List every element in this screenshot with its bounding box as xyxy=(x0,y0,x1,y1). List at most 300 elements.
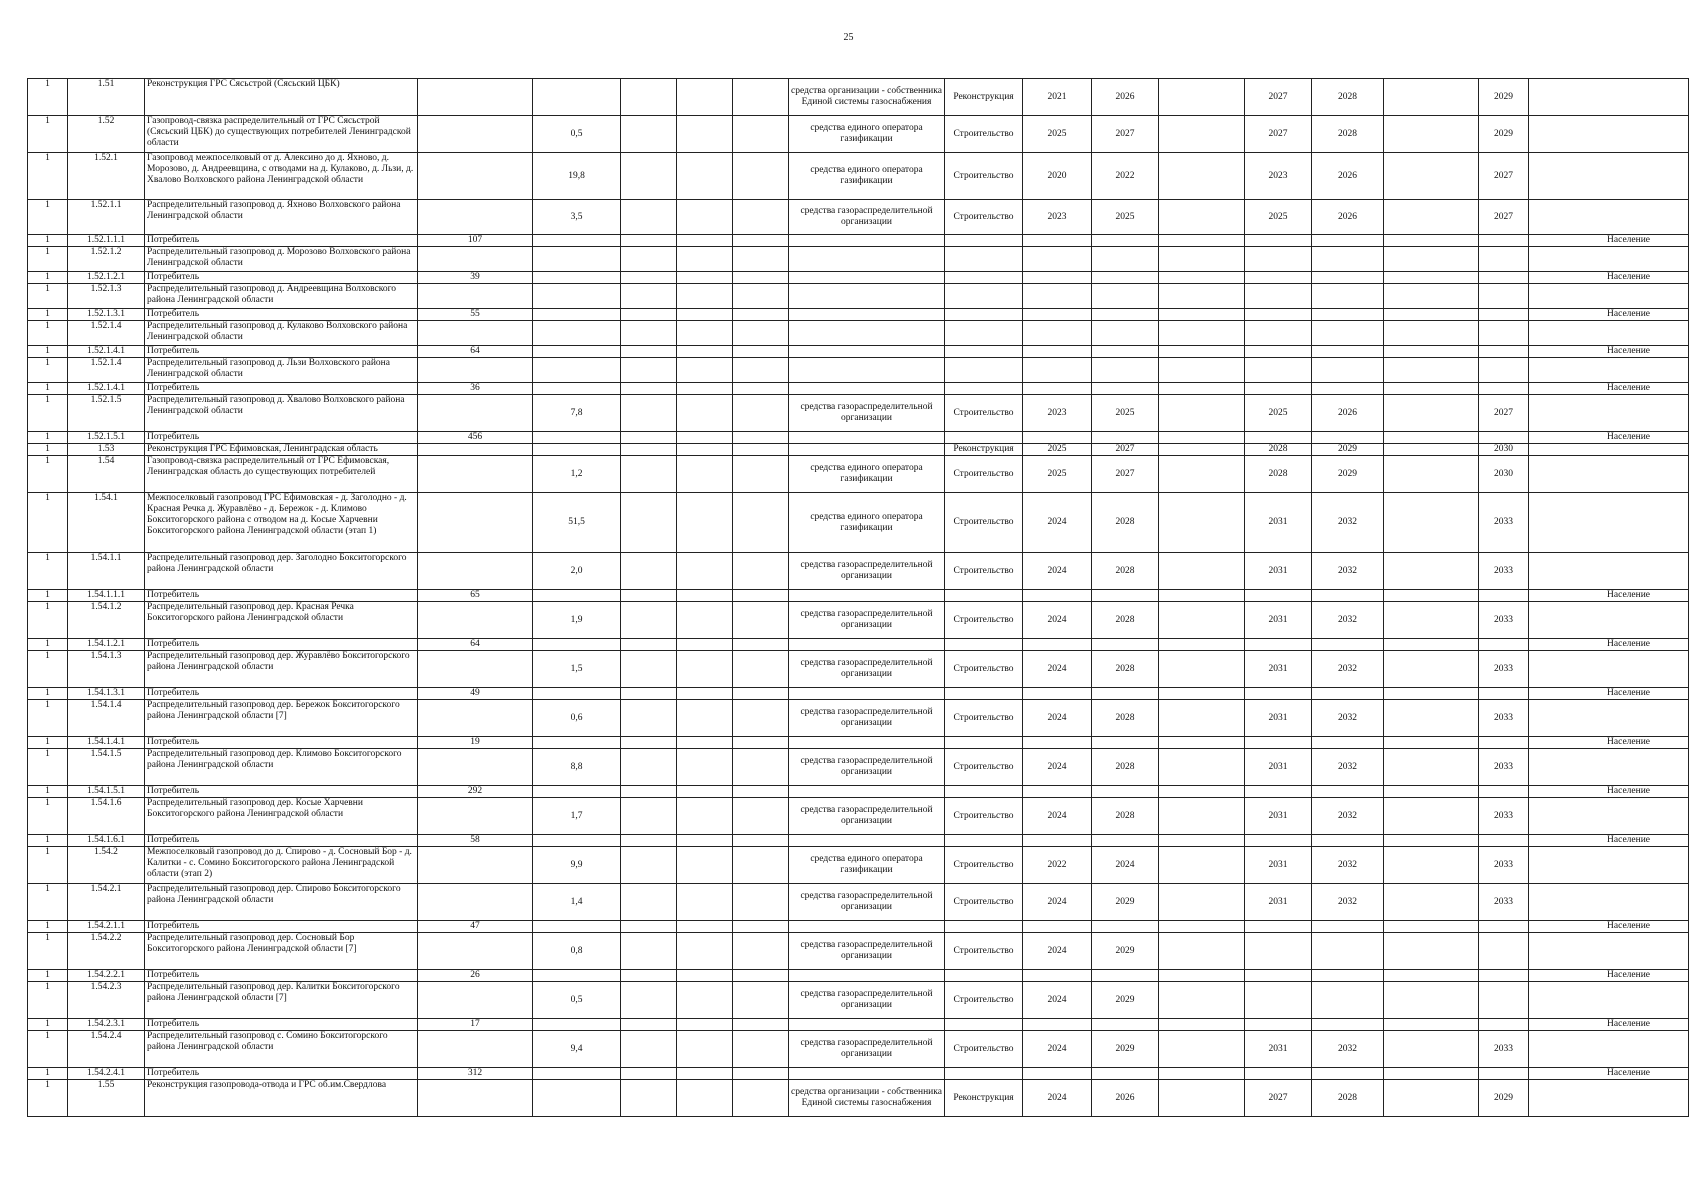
work-type-cell: Строительство xyxy=(945,884,1023,921)
empty-cell xyxy=(1312,1068,1384,1080)
funding-source-cell: средства единого оператора газификации xyxy=(789,847,945,884)
consumers-cell xyxy=(418,553,533,590)
level-cell: 1 xyxy=(28,847,68,884)
consumers-cell: 65 xyxy=(418,590,533,602)
year-cell: 2032 xyxy=(1312,847,1384,884)
year-cell: 2033 xyxy=(1479,749,1529,786)
year-cell: 2025 xyxy=(1245,200,1312,235)
consumer-row xyxy=(28,272,1689,284)
population-cell: Население xyxy=(1529,786,1689,798)
empty-cell xyxy=(533,737,621,749)
consumers-cell xyxy=(418,651,533,688)
empty-cell xyxy=(789,737,945,749)
empty-cell xyxy=(1159,921,1245,933)
year-cell: 2032 xyxy=(1312,553,1384,590)
name-cell: Потребитель xyxy=(145,688,418,700)
empty-cell xyxy=(621,321,677,346)
year-cell xyxy=(1312,321,1384,346)
empty-cell xyxy=(677,553,733,590)
consumers-cell xyxy=(418,116,533,153)
empty-cell xyxy=(1384,272,1479,284)
empty-cell xyxy=(621,933,677,970)
level-cell: 1 xyxy=(28,700,68,737)
empty-cell xyxy=(1092,970,1159,982)
empty-cell xyxy=(533,921,621,933)
empty-cell xyxy=(1384,493,1479,553)
empty-cell xyxy=(1159,358,1245,383)
empty-cell xyxy=(621,116,677,153)
year-end-cell: 2027 xyxy=(1092,444,1159,456)
population-cell: Население xyxy=(1529,835,1689,847)
empty-cell xyxy=(1312,590,1384,602)
empty-cell xyxy=(1384,602,1479,639)
empty-cell xyxy=(1384,847,1479,884)
year-end-cell: 2024 xyxy=(1092,847,1159,884)
year-cell: 2031 xyxy=(1245,493,1312,553)
year-cell: 2028 xyxy=(1312,116,1384,153)
empty-cell xyxy=(789,970,945,982)
year-end-cell: 2028 xyxy=(1092,493,1159,553)
empty-cell xyxy=(677,493,733,553)
length-cell: 1,4 xyxy=(533,884,621,921)
empty-cell xyxy=(1384,590,1479,602)
work-type-cell: Строительство xyxy=(945,798,1023,835)
code-cell: 1.54.2.1 xyxy=(68,884,145,921)
funding-source-cell xyxy=(789,321,945,346)
work-type-cell: Строительство xyxy=(945,553,1023,590)
code-cell: 1.54.1.6.1 xyxy=(68,835,145,847)
empty-cell xyxy=(621,456,677,493)
population-cell: Население xyxy=(1529,1019,1689,1031)
empty-cell xyxy=(621,651,677,688)
empty-cell xyxy=(945,921,1023,933)
level-cell: 1 xyxy=(28,358,68,383)
name-cell: Потребитель xyxy=(145,383,418,395)
name-cell: Потребитель xyxy=(145,737,418,749)
consumer-row xyxy=(28,639,1689,651)
year-cell: 2031 xyxy=(1245,602,1312,639)
year-start-cell: 2024 xyxy=(1023,1080,1092,1117)
empty-cell xyxy=(945,590,1023,602)
year-cell xyxy=(1479,247,1529,272)
year-cell: 2031 xyxy=(1245,749,1312,786)
empty-cell xyxy=(733,321,789,346)
code-cell: 1.54.1 xyxy=(68,493,145,553)
empty-cell xyxy=(945,309,1023,321)
empty-cell xyxy=(733,786,789,798)
empty-cell xyxy=(1479,921,1529,933)
empty-cell xyxy=(789,639,945,651)
empty-cell xyxy=(1479,309,1529,321)
empty-cell xyxy=(621,847,677,884)
empty-cell xyxy=(1092,383,1159,395)
empty-cell xyxy=(1384,884,1479,921)
level-cell: 1 xyxy=(28,79,68,116)
year-cell: 2030 xyxy=(1479,444,1529,456)
year-start-cell: 2024 xyxy=(1023,651,1092,688)
empty-cell xyxy=(1159,284,1245,309)
population-cell xyxy=(1529,602,1689,639)
level-cell: 1 xyxy=(28,444,68,456)
name-cell: Распределительный газопровод д. Кулаково Волховского района Ленинградской области xyxy=(145,321,418,346)
year-cell: 2031 xyxy=(1245,651,1312,688)
empty-cell xyxy=(733,116,789,153)
empty-cell xyxy=(1312,835,1384,847)
level-cell: 1 xyxy=(28,395,68,432)
empty-cell xyxy=(733,737,789,749)
name-cell: Распределительный газопровод дер. Климово Бокситогорского района Ленинградской области xyxy=(145,749,418,786)
code-cell: 1.52.1.4 xyxy=(68,358,145,383)
year-cell: 2028 xyxy=(1245,444,1312,456)
year-cell: 2032 xyxy=(1312,493,1384,553)
consumers-cell xyxy=(418,321,533,346)
empty-cell xyxy=(1159,1031,1245,1068)
year-cell: 2031 xyxy=(1245,884,1312,921)
empty-cell xyxy=(1245,737,1312,749)
consumers-cell: 64 xyxy=(418,346,533,358)
empty-cell xyxy=(1479,1019,1529,1031)
year-cell: 2027 xyxy=(1245,116,1312,153)
empty-cell xyxy=(621,395,677,432)
level-cell: 1 xyxy=(28,651,68,688)
funding-source-cell xyxy=(789,358,945,383)
consumers-cell xyxy=(418,700,533,737)
name-cell: Распределительный газопровод дер. Заголодно Бокситогорского района Ленинградской области xyxy=(145,553,418,590)
empty-cell xyxy=(533,970,621,982)
code-cell: 1.54.1.3.1 xyxy=(68,688,145,700)
population-cell: Население xyxy=(1529,688,1689,700)
empty-cell xyxy=(1312,346,1384,358)
empty-cell xyxy=(945,346,1023,358)
year-cell: 2027 xyxy=(1245,79,1312,116)
empty-cell xyxy=(621,749,677,786)
empty-cell xyxy=(533,590,621,602)
empty-cell xyxy=(945,835,1023,847)
population-cell xyxy=(1529,456,1689,493)
population-cell xyxy=(1529,933,1689,970)
year-start-cell xyxy=(1023,247,1092,272)
population-cell xyxy=(1529,284,1689,309)
level-cell: 1 xyxy=(28,884,68,921)
name-cell: Потребитель xyxy=(145,639,418,651)
level-cell: 1 xyxy=(28,786,68,798)
empty-cell xyxy=(1159,786,1245,798)
empty-cell xyxy=(733,921,789,933)
code-cell: 1.54.1.5 xyxy=(68,749,145,786)
empty-cell xyxy=(1312,786,1384,798)
length-cell xyxy=(533,79,621,116)
year-start-cell: 2025 xyxy=(1023,116,1092,153)
empty-cell xyxy=(1023,309,1092,321)
empty-cell xyxy=(1159,247,1245,272)
name-cell: Реконструкция газопровода-отвода и ГРС об.им.Свердлова xyxy=(145,1080,418,1117)
empty-cell xyxy=(1384,346,1479,358)
empty-cell xyxy=(1092,639,1159,651)
year-start-cell: 2024 xyxy=(1023,1031,1092,1068)
consumers-cell xyxy=(418,1080,533,1117)
empty-cell xyxy=(1092,921,1159,933)
empty-cell xyxy=(533,432,621,444)
length-cell: 1,2 xyxy=(533,456,621,493)
empty-cell xyxy=(1245,1068,1312,1080)
consumers-cell: 39 xyxy=(418,272,533,284)
year-cell: 2032 xyxy=(1312,884,1384,921)
empty-cell xyxy=(1023,432,1092,444)
length-cell: 0,6 xyxy=(533,700,621,737)
empty-cell xyxy=(733,1080,789,1117)
empty-cell xyxy=(733,639,789,651)
empty-cell xyxy=(1479,235,1529,247)
empty-cell xyxy=(677,835,733,847)
year-cell xyxy=(1479,284,1529,309)
year-cell xyxy=(1479,933,1529,970)
object-row xyxy=(28,493,1689,553)
empty-cell xyxy=(1023,639,1092,651)
empty-cell xyxy=(733,247,789,272)
year-cell: 2027 xyxy=(1479,395,1529,432)
empty-cell xyxy=(1159,116,1245,153)
work-type-cell: Строительство xyxy=(945,200,1023,235)
consumers-cell xyxy=(418,79,533,116)
empty-cell xyxy=(1023,921,1092,933)
empty-cell xyxy=(1479,786,1529,798)
name-cell: Газопровод-связка распределительный от ГРС Ефимовская, Ленинградская область до существующих потребителей xyxy=(145,456,418,493)
name-cell: Потребитель xyxy=(145,590,418,602)
year-cell xyxy=(1312,933,1384,970)
population-cell xyxy=(1529,358,1689,383)
empty-cell xyxy=(733,982,789,1019)
year-cell xyxy=(1245,933,1312,970)
consumers-cell: 26 xyxy=(418,970,533,982)
empty-cell xyxy=(677,1068,733,1080)
empty-cell xyxy=(621,970,677,982)
empty-cell xyxy=(677,602,733,639)
empty-cell xyxy=(621,798,677,835)
empty-cell xyxy=(1159,456,1245,493)
empty-cell xyxy=(1092,688,1159,700)
year-cell xyxy=(1312,284,1384,309)
year-cell: 2031 xyxy=(1245,798,1312,835)
empty-cell xyxy=(1245,835,1312,847)
population-cell xyxy=(1529,444,1689,456)
year-cell: 2032 xyxy=(1312,602,1384,639)
empty-cell xyxy=(677,444,733,456)
name-cell: Потребитель xyxy=(145,1019,418,1031)
length-cell xyxy=(533,358,621,383)
empty-cell xyxy=(945,737,1023,749)
length-cell: 3,5 xyxy=(533,200,621,235)
code-cell: 1.54.1.6 xyxy=(68,798,145,835)
year-end-cell: 2028 xyxy=(1092,651,1159,688)
funding-source-cell xyxy=(789,444,945,456)
empty-cell xyxy=(621,493,677,553)
year-start-cell: 2024 xyxy=(1023,933,1092,970)
year-cell xyxy=(1312,358,1384,383)
length-cell: 0,8 xyxy=(533,933,621,970)
population-cell: Население xyxy=(1529,1068,1689,1080)
empty-cell xyxy=(1159,444,1245,456)
level-cell: 1 xyxy=(28,493,68,553)
empty-cell xyxy=(621,235,677,247)
code-cell: 1.54.2.3 xyxy=(68,982,145,1019)
empty-cell xyxy=(1384,235,1479,247)
empty-cell xyxy=(1384,200,1479,235)
name-cell: Реконструкция ГРС Сясьстрой (Сясьский ЦБК) xyxy=(145,79,418,116)
year-cell: 2032 xyxy=(1312,1031,1384,1068)
code-cell: 1.51 xyxy=(68,79,145,116)
population-cell xyxy=(1529,116,1689,153)
empty-cell xyxy=(1479,272,1529,284)
length-cell xyxy=(533,284,621,309)
consumers-cell xyxy=(418,284,533,309)
work-type-cell xyxy=(945,321,1023,346)
object-row xyxy=(28,749,1689,786)
empty-cell xyxy=(733,79,789,116)
consumers-cell xyxy=(418,153,533,200)
empty-cell xyxy=(1092,835,1159,847)
year-cell: 2023 xyxy=(1245,153,1312,200)
name-cell: Распределительный газопровод д. Хвалово Волховского района Ленинградской области xyxy=(145,395,418,432)
empty-cell xyxy=(1312,921,1384,933)
empty-cell xyxy=(1023,1019,1092,1031)
population-cell xyxy=(1529,884,1689,921)
consumer-row xyxy=(28,235,1689,247)
funding-source-cell: средства газораспределительной организации xyxy=(789,553,945,590)
empty-cell xyxy=(1245,590,1312,602)
empty-cell xyxy=(1092,1068,1159,1080)
code-cell: 1.54.1.4 xyxy=(68,700,145,737)
empty-cell xyxy=(677,970,733,982)
level-cell: 1 xyxy=(28,456,68,493)
length-cell: 19,8 xyxy=(533,153,621,200)
empty-cell xyxy=(533,786,621,798)
empty-cell xyxy=(733,553,789,590)
empty-cell xyxy=(1023,590,1092,602)
consumers-cell xyxy=(418,982,533,1019)
empty-cell xyxy=(621,982,677,1019)
empty-cell xyxy=(733,970,789,982)
empty-cell xyxy=(677,272,733,284)
empty-cell xyxy=(1159,553,1245,590)
empty-cell xyxy=(945,235,1023,247)
work-type-cell: Строительство xyxy=(945,982,1023,1019)
empty-cell xyxy=(733,395,789,432)
empty-cell xyxy=(1479,346,1529,358)
empty-cell xyxy=(1384,284,1479,309)
year-end-cell: 2029 xyxy=(1092,884,1159,921)
consumer-row xyxy=(28,590,1689,602)
empty-cell xyxy=(1384,153,1479,200)
year-start-cell: 2020 xyxy=(1023,153,1092,200)
empty-cell xyxy=(1159,383,1245,395)
name-cell: Газопровод-связка распределительный от ГРС Сясьстрой (Сясьский ЦБК) до существующих потребителей Ленинградской области xyxy=(145,116,418,153)
length-cell xyxy=(533,247,621,272)
object-row xyxy=(28,247,1689,272)
empty-cell xyxy=(1312,235,1384,247)
table-body xyxy=(28,79,1689,1117)
year-start-cell xyxy=(1023,284,1092,309)
empty-cell xyxy=(533,835,621,847)
empty-cell xyxy=(733,749,789,786)
level-cell: 1 xyxy=(28,749,68,786)
level-cell: 1 xyxy=(28,590,68,602)
empty-cell xyxy=(1159,1019,1245,1031)
year-start-cell: 2024 xyxy=(1023,798,1092,835)
consumers-cell xyxy=(418,200,533,235)
empty-cell xyxy=(1159,1080,1245,1117)
name-cell: Распределительный газопровод дер. Спирово Бокситогорского района Ленинградской области xyxy=(145,884,418,921)
empty-cell xyxy=(1479,383,1529,395)
funding-source-cell: средства газораспределительной организации xyxy=(789,700,945,737)
funding-source-cell: средства организации - собственника Единой системы газоснабжения xyxy=(789,79,945,116)
object-row xyxy=(28,395,1689,432)
population-cell: Население xyxy=(1529,383,1689,395)
empty-cell xyxy=(733,847,789,884)
consumer-row xyxy=(28,688,1689,700)
object-row xyxy=(28,79,1689,116)
year-end-cell: 2028 xyxy=(1092,700,1159,737)
empty-cell xyxy=(1479,432,1529,444)
empty-cell xyxy=(621,553,677,590)
year-cell xyxy=(1312,247,1384,272)
empty-cell xyxy=(945,786,1023,798)
empty-cell xyxy=(1384,383,1479,395)
object-row xyxy=(28,444,1689,456)
work-type-cell: Строительство xyxy=(945,602,1023,639)
level-cell: 1 xyxy=(28,309,68,321)
empty-cell xyxy=(789,432,945,444)
length-cell: 0,5 xyxy=(533,116,621,153)
empty-cell xyxy=(1159,651,1245,688)
length-cell xyxy=(533,1080,621,1117)
empty-cell xyxy=(1384,835,1479,847)
empty-cell xyxy=(1245,1019,1312,1031)
code-cell: 1.54.1.3 xyxy=(68,651,145,688)
year-start-cell: 2023 xyxy=(1023,395,1092,432)
empty-cell xyxy=(945,970,1023,982)
year-end-cell: 2029 xyxy=(1092,933,1159,970)
empty-cell xyxy=(1092,272,1159,284)
object-row xyxy=(28,651,1689,688)
empty-cell xyxy=(533,639,621,651)
funding-source-cell: средства единого оператора газификации xyxy=(789,493,945,553)
empty-cell xyxy=(1479,1068,1529,1080)
length-cell: 7,8 xyxy=(533,395,621,432)
work-type-cell: Строительство xyxy=(945,700,1023,737)
empty-cell xyxy=(1384,1080,1479,1117)
funding-source-cell xyxy=(789,247,945,272)
empty-cell xyxy=(1159,933,1245,970)
empty-cell xyxy=(677,700,733,737)
empty-cell xyxy=(677,116,733,153)
empty-cell xyxy=(789,272,945,284)
level-cell: 1 xyxy=(28,1068,68,1080)
funding-source-cell: средства газораспределительной организации xyxy=(789,395,945,432)
year-cell xyxy=(1245,247,1312,272)
code-cell: 1.54 xyxy=(68,456,145,493)
work-type-cell xyxy=(945,284,1023,309)
empty-cell xyxy=(677,982,733,1019)
empty-cell xyxy=(677,383,733,395)
year-cell xyxy=(1245,982,1312,1019)
empty-cell xyxy=(1159,798,1245,835)
funding-source-cell: средства организации - собственника Единой системы газоснабжения xyxy=(789,1080,945,1117)
empty-cell xyxy=(789,1019,945,1031)
empty-cell xyxy=(1384,321,1479,346)
population-cell xyxy=(1529,700,1689,737)
empty-cell xyxy=(677,153,733,200)
population-cell xyxy=(1529,1031,1689,1068)
